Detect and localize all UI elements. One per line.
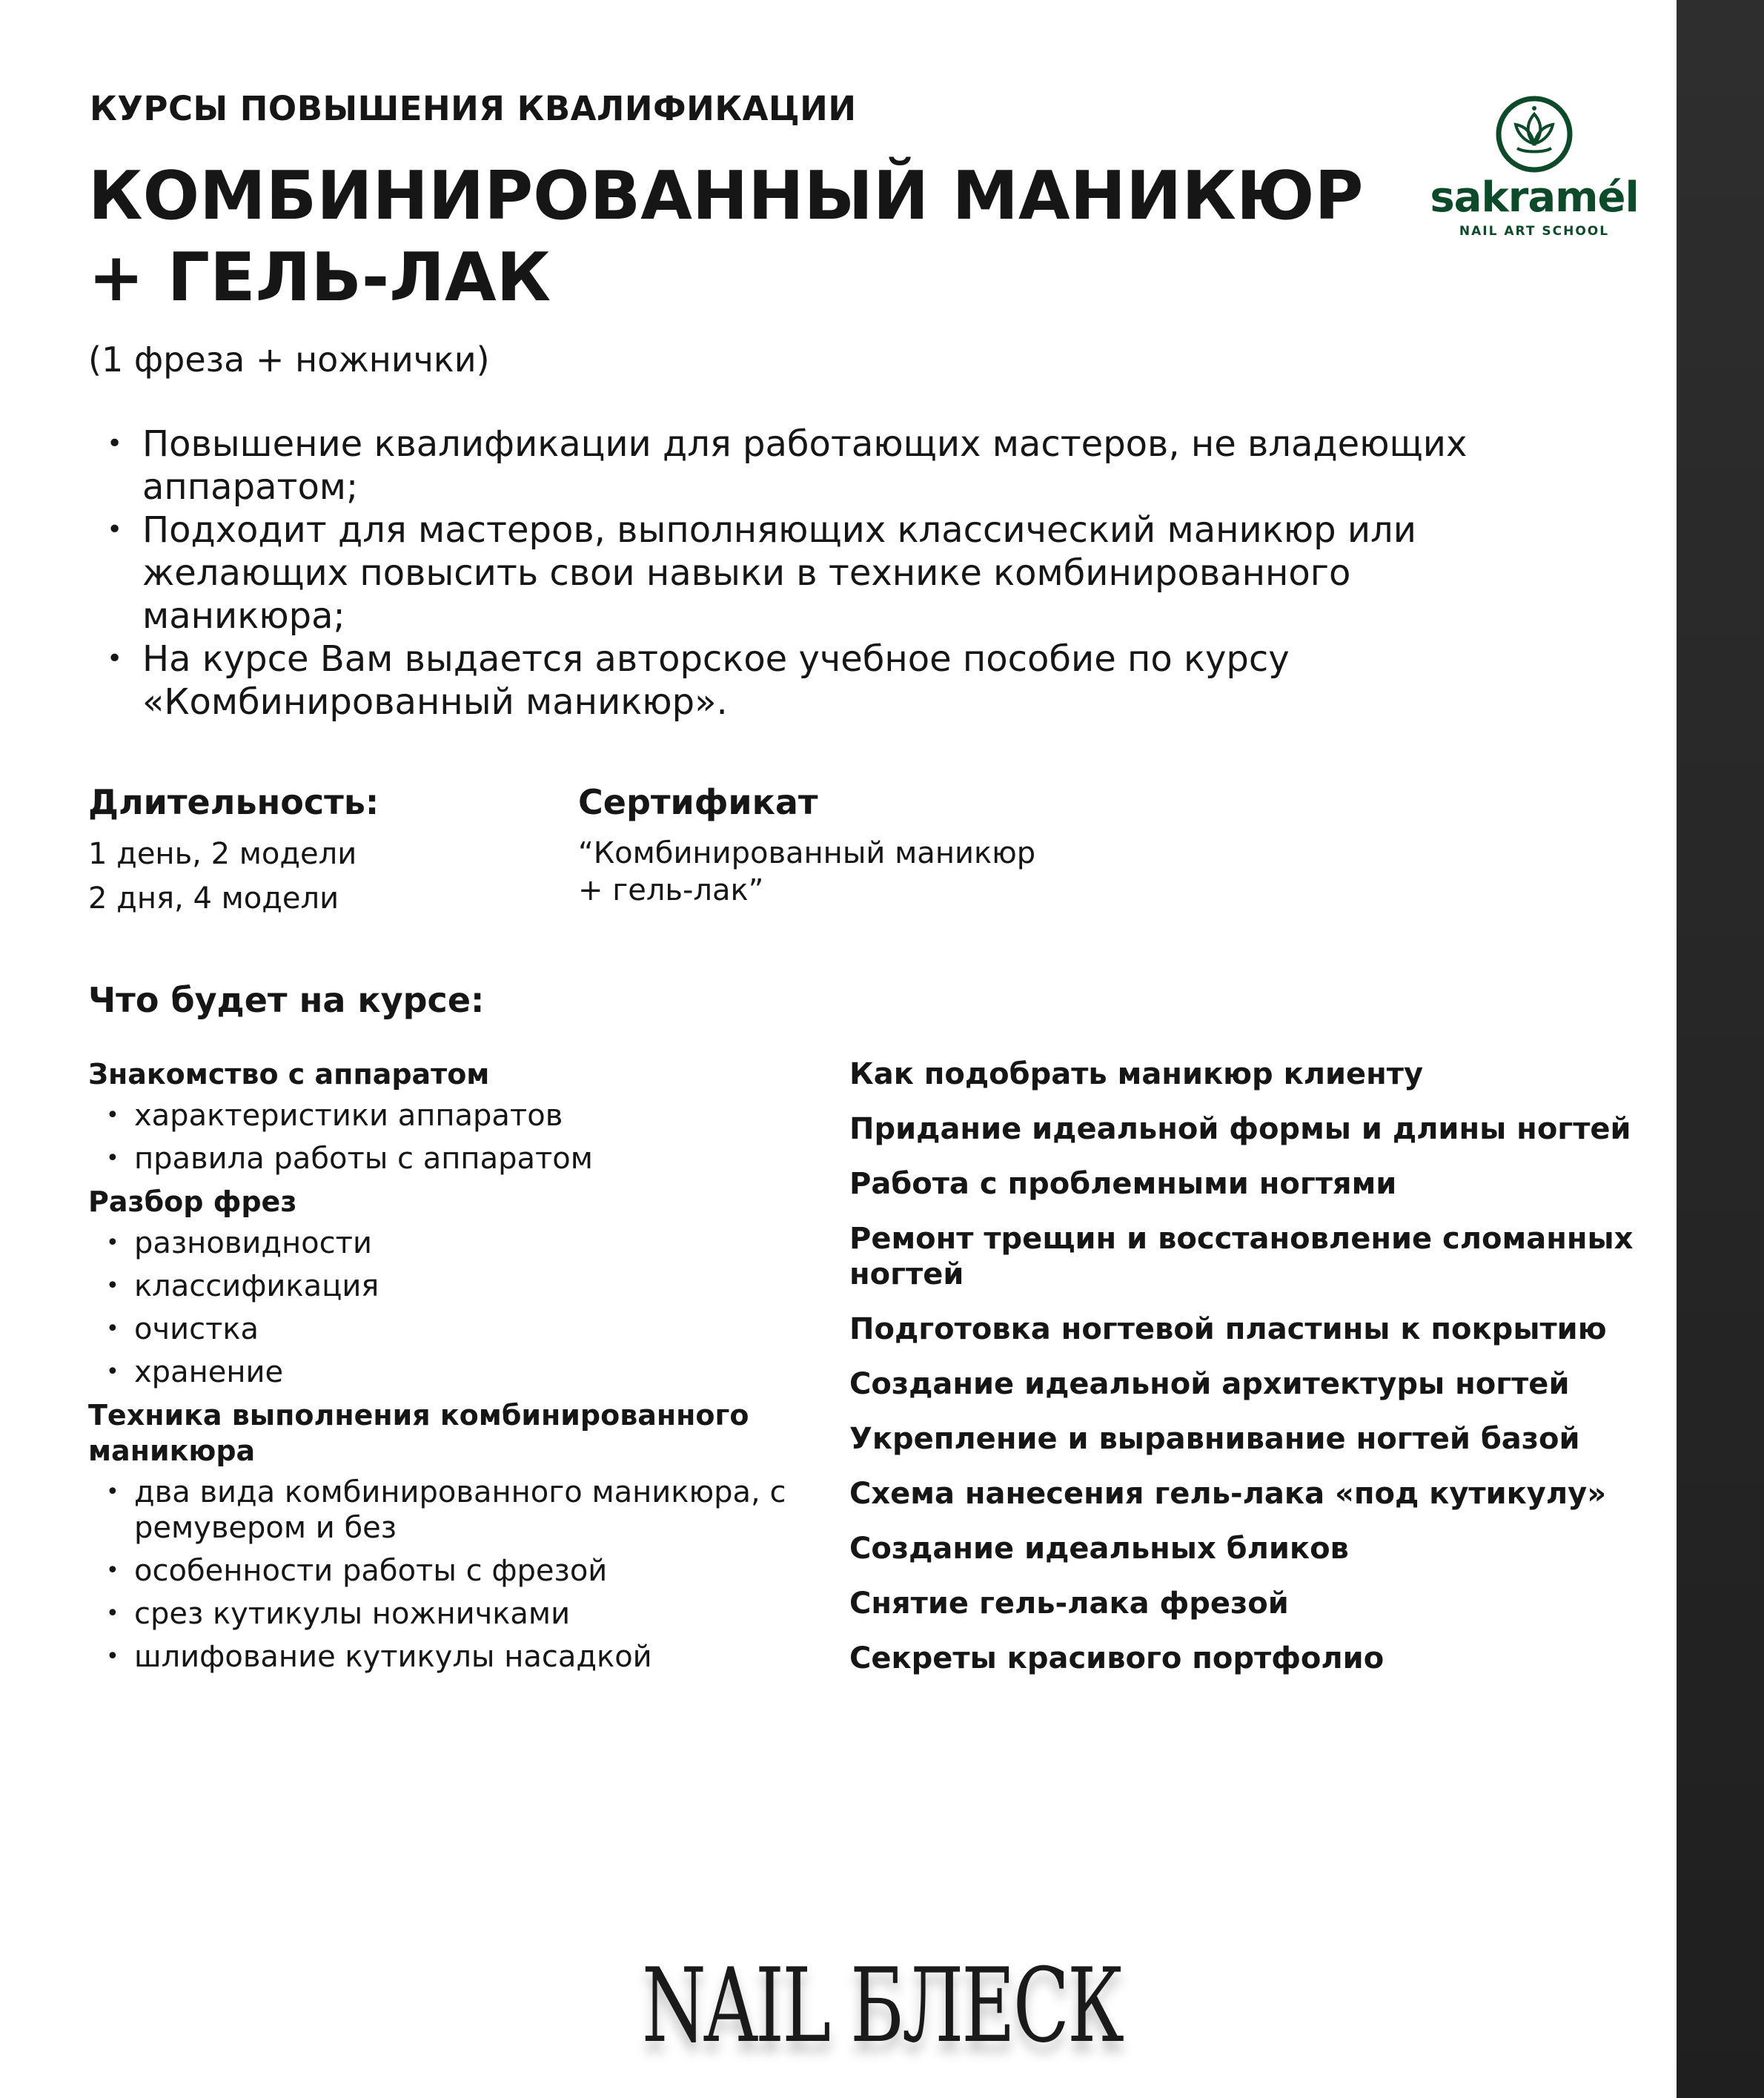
program-group-item: • классификация [88,1268,815,1304]
intro-item: • На курсе Вам выдается авторское учебное пособие по курсу «Комбинированный маникюр». [104,638,1512,724]
program-topic: Работа с проблемными ногтями [849,1167,1397,1201]
program-group [88,1056,815,1177]
program-topic: Создание идеальных бликов [849,1532,1349,1566]
program-group-title: Техника выполнения комбинированного маникюра [88,1399,749,1467]
program-topic: Секреты красивого портфолио [849,1641,1385,1675]
program-left-column [88,1056,815,1682]
certificate-label: Сертификат [578,782,818,822]
duration-label: Длительность: [88,782,379,822]
program-topic: Подготовка ногтевой пластины к покрытию [849,1312,1607,1346]
duration-option-2: 2 дня, 4 модели [88,881,339,916]
program-group-item: • хранение [88,1354,815,1390]
lotus-icon [1493,93,1575,175]
duration-option-1: 1 день, 2 модели [88,837,357,871]
program-topic: Ремонт трещин и восстановление сломанных ногтей [849,1222,1634,1291]
program-topic: Укрепление и выравнивание ногтей базой [849,1422,1580,1456]
program-group-item: • особенности работы с фрезой [88,1553,815,1589]
program-right-column [849,1056,1657,1695]
program-topic: Создание идеальной архитектуры ногтей [849,1367,1570,1401]
footer-brand: NAIL БЛЕСК [641,1946,1123,2065]
certificate-line2: + гель-лак” [578,873,764,907]
page-title-line1: КОМБИНИРОВАННЫЙ МАНИКЮР [88,157,1364,235]
program-group-title: Разбор фрез [88,1185,297,1218]
page-subtitle: (1 фреза + ножнички) [88,340,490,380]
page-title-line2: + ГЕЛЬ-ЛАК [88,239,551,317]
program-title: Что будет на курсе: [88,980,485,1020]
program-topic: Придание идеальной формы и длины ногтей [849,1112,1631,1146]
program-group-item: • два вида комбинированного маникюра, с ремувером и без [88,1475,815,1546]
program-group [88,1397,815,1675]
program-topic: Снятие гель-лака фрезой [849,1586,1289,1621]
program-group-item: • разновидности [88,1225,815,1261]
intro-list [104,423,1512,724]
program-group-item: • правила работы с аппаратом [88,1141,815,1177]
logo-tagline: NAIL ART SCHOOL [1459,224,1610,239]
program-group-item: • характеристики аппаратов [88,1098,815,1134]
intro-item: • Подходит для мастеров, выполняющих классический маникюр или желающих повысить свои навыки в технике комбинированного маникюра; [104,509,1512,638]
side-strip [1677,0,1764,2098]
page-title [88,156,1422,319]
certificate-line1: “Комбинированный маникюр [578,836,1036,870]
program-group-title: Знакомство с аппаратом [88,1058,490,1091]
program-topic: Схема нанесения гель-лака «под кутикулу» [849,1477,1607,1511]
intro-item: • Повышение квалификации для работающих мастеров, не владеющих аппаратом; [104,423,1512,509]
program-group-item: • срез кутикулы ножничками [88,1596,815,1632]
logo-name: sakramél [1430,173,1639,222]
program-topic: Как подобрать маникюр клиенту [849,1057,1424,1091]
program-group-item: • очистка [88,1311,815,1347]
school-logo [1423,93,1645,242]
program-group [88,1184,815,1390]
program-group-item: • шлифование кутикулы насадкой [88,1639,815,1675]
eyebrow-label: КУРСЫ ПОВЫШЕНИЯ КВАЛИФИКАЦИИ [90,89,857,128]
